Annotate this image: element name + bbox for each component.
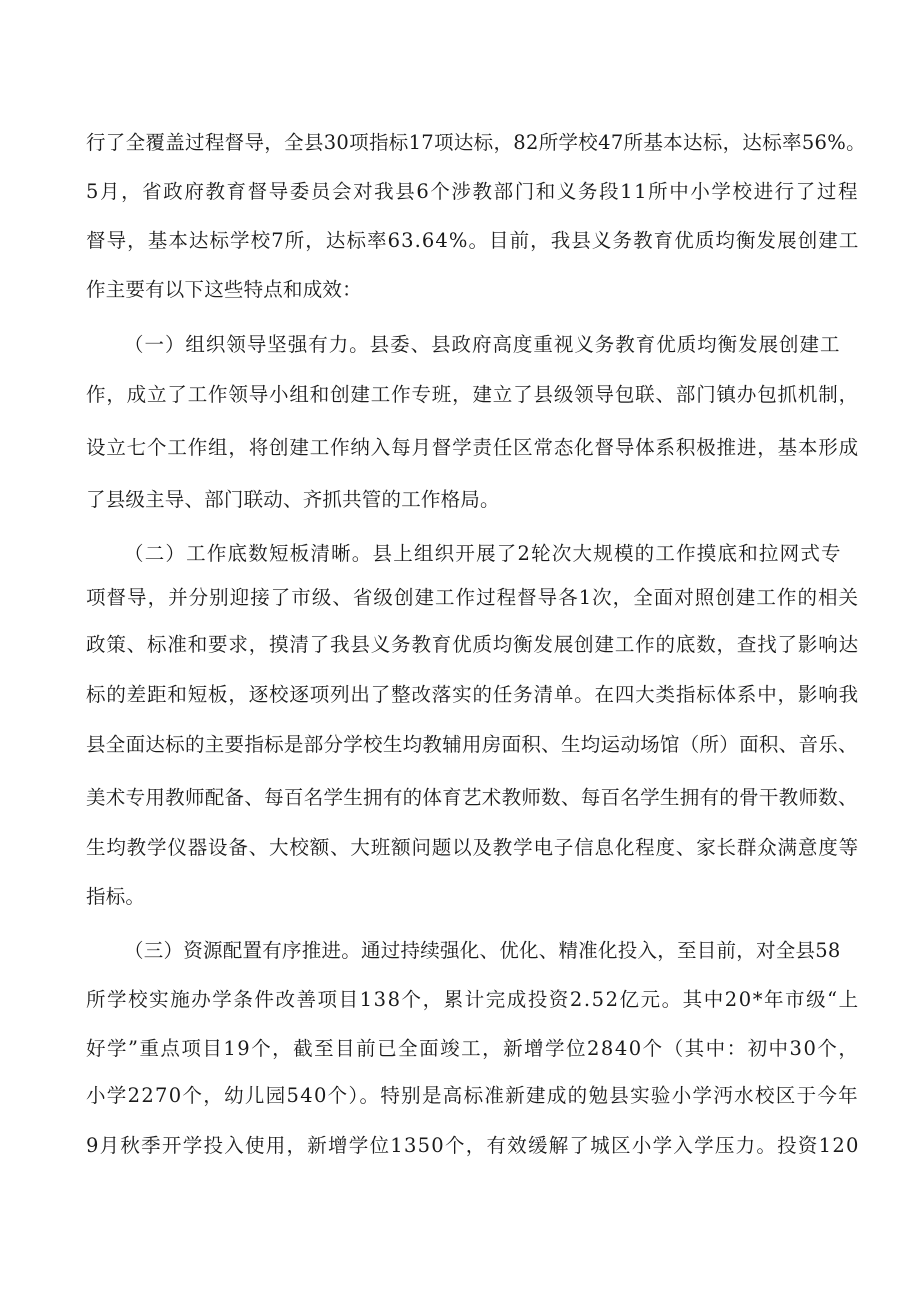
text-line: 县全面达标的主要指标是部分学校生均教辅用房面积、生均运动场馆（所）面积、音乐、	[86, 733, 858, 756]
text-line: 作主要有以下这些特点和成效：	[86, 278, 362, 301]
text-line: 美术专用教师配备、每百名学生拥有的体育艺术教师数、每百名学生拥有的骨干教师数、	[86, 786, 858, 809]
text-line: 行了全覆盖过程督导，全县30项指标17项达标，82所学校47所基本达标，达标率56%。	[86, 131, 866, 154]
paragraph-heading-line: （一）组织领导坚强有力。县委、县政府高度重视义务教育优质均衡发展创建工	[124, 333, 841, 356]
text-line: 项督导，并分别迎接了市级、省级创建工作过程督导各1次，全面对照创建工作的相关	[86, 586, 860, 609]
text-line: 9月秋季开学投入使用，新增学位1350个，有效缓解了城区小学入学压力。投资120	[86, 1134, 860, 1157]
text-line: 好学”重点项目19个，截至目前已全面竣工，新增学位2840个（其中：初中30个，	[86, 1037, 860, 1060]
text-line: 所学校实施办学条件改善项目138个，累计完成投资2.52亿元。其中20*年市级“上	[86, 988, 860, 1011]
text-line: 政策、标准和要求，摸清了我县义务教育优质均衡发展创建工作的底数，查找了影响达	[86, 633, 859, 656]
text-line: 作，成立了工作领导小组和创建工作专班，建立了县级领导包联、部门镇办包抓机制，	[86, 383, 859, 406]
text-line: 生均教学仪器设备、大校额、大班额问题以及教学电子信息化程度、家长群众满意度等	[86, 836, 859, 859]
text-line: 小学2270个，幼儿园540个）。特别是高标准新建成的勉县实验小学沔水校区于今年	[86, 1084, 859, 1107]
text-line: 督导，基本达标学校7所，达标率63.64%。目前，我县义务教育优质均衡发展创建工	[86, 229, 860, 252]
text-line: 标的差距和短板，逐校逐项列出了整改落实的任务清单。在四大类指标体系中，影响我	[86, 683, 859, 706]
paragraph-heading-line: （三）资源配置有序推进。通过持续强化、优化、精准化投入，至目前，对全县58	[124, 939, 841, 962]
text-line: 5月，省政府教育督导委员会对我县6个涉教部门和义务段11所中小学校进行了过程	[86, 180, 860, 203]
text-line: 设立七个工作组，将创建工作纳入每月督学责任区常态化督导体系积极推进，基本形成	[86, 436, 859, 459]
text-line: 指标。	[86, 885, 146, 908]
paragraph-heading-line: （二）工作底数短板清晰。县上组织开展了2轮次大规模的工作摸底和拉网式专	[124, 542, 842, 565]
text-line: 了县级主导、部门联动、齐抓共管的工作格局。	[86, 488, 500, 511]
